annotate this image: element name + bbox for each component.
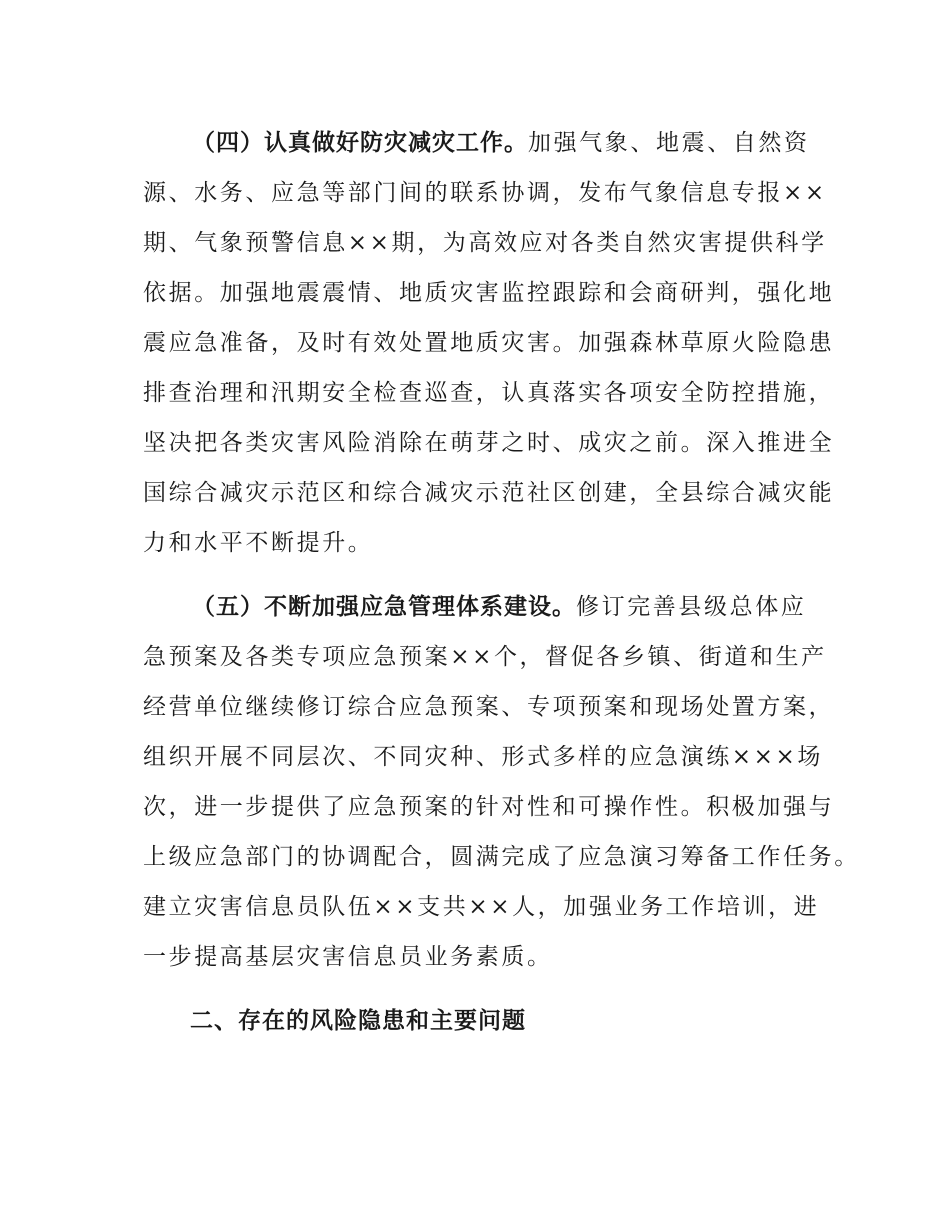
section-4-first-line <box>192 118 810 168</box>
section-5-line: 一步提高基层灾害信息员业务素质。 <box>143 944 553 970</box>
section-5-heading: （五）不断加强应急管理体系建设。 <box>192 594 576 620</box>
section-5-first-text: 修订完善县级总体应 <box>576 594 807 620</box>
section-4-line: 力和水平不断提升。 <box>143 530 374 556</box>
section-5-line: 经营单位继续修订综合应急预案、专项预案和现场处置方案， <box>143 694 835 720</box>
section-4-first-text: 加强气象、地震、自然资 <box>528 130 810 156</box>
section-4-line: 排查治理和汛期安全检查巡查，认真落实各项安全防控措施， <box>143 380 835 406</box>
section-5-line: 组织开展不同层次、不同灾种、形式多样的应急演练×××场 <box>143 744 824 770</box>
section-4-line: 国综合减灾示范区和综合减灾示范社区创建，全县综合减灾能 <box>143 480 835 506</box>
section-heading-risks: 二、存在的风险隐患和主要问题 <box>190 1008 526 1034</box>
section-4-line: 坚决把各类灾害风险消除在萌芽之时、成灾之前。深入推进全 <box>143 430 835 456</box>
section-4-line: 震应急准备，及时有效处置地质灾害。加强森林草原火险隐患 <box>143 330 835 356</box>
section-5-first-line <box>192 582 806 632</box>
section-5-line: 急预案及各类专项应急预案××个，督促各乡镇、街道和生产 <box>143 644 827 670</box>
section-5-line: 上级应急部门的协调配合，圆满完成了应急演习筹备工作任务。 <box>143 844 860 870</box>
section-4-line: 源、水务、应急等部门间的联系协调，发布气象信息专报×× <box>143 180 827 206</box>
section-4-heading: （四）认真做好防灾减灾工作。 <box>192 130 528 156</box>
section-5-line: 建立灾害信息员队伍××支共××人，加强业务工作培训，进 <box>143 894 820 920</box>
section-4-line: 期、气象预警信息××期，为高效应对各类自然灾害提供科学 <box>143 230 827 256</box>
section-4-line: 依据。加强地震震情、地质灾害监控跟踪和会商研判，强化地 <box>143 280 835 306</box>
section-5-line: 次，进一步提供了应急预案的针对性和可操作性。积极加强与 <box>143 794 835 820</box>
